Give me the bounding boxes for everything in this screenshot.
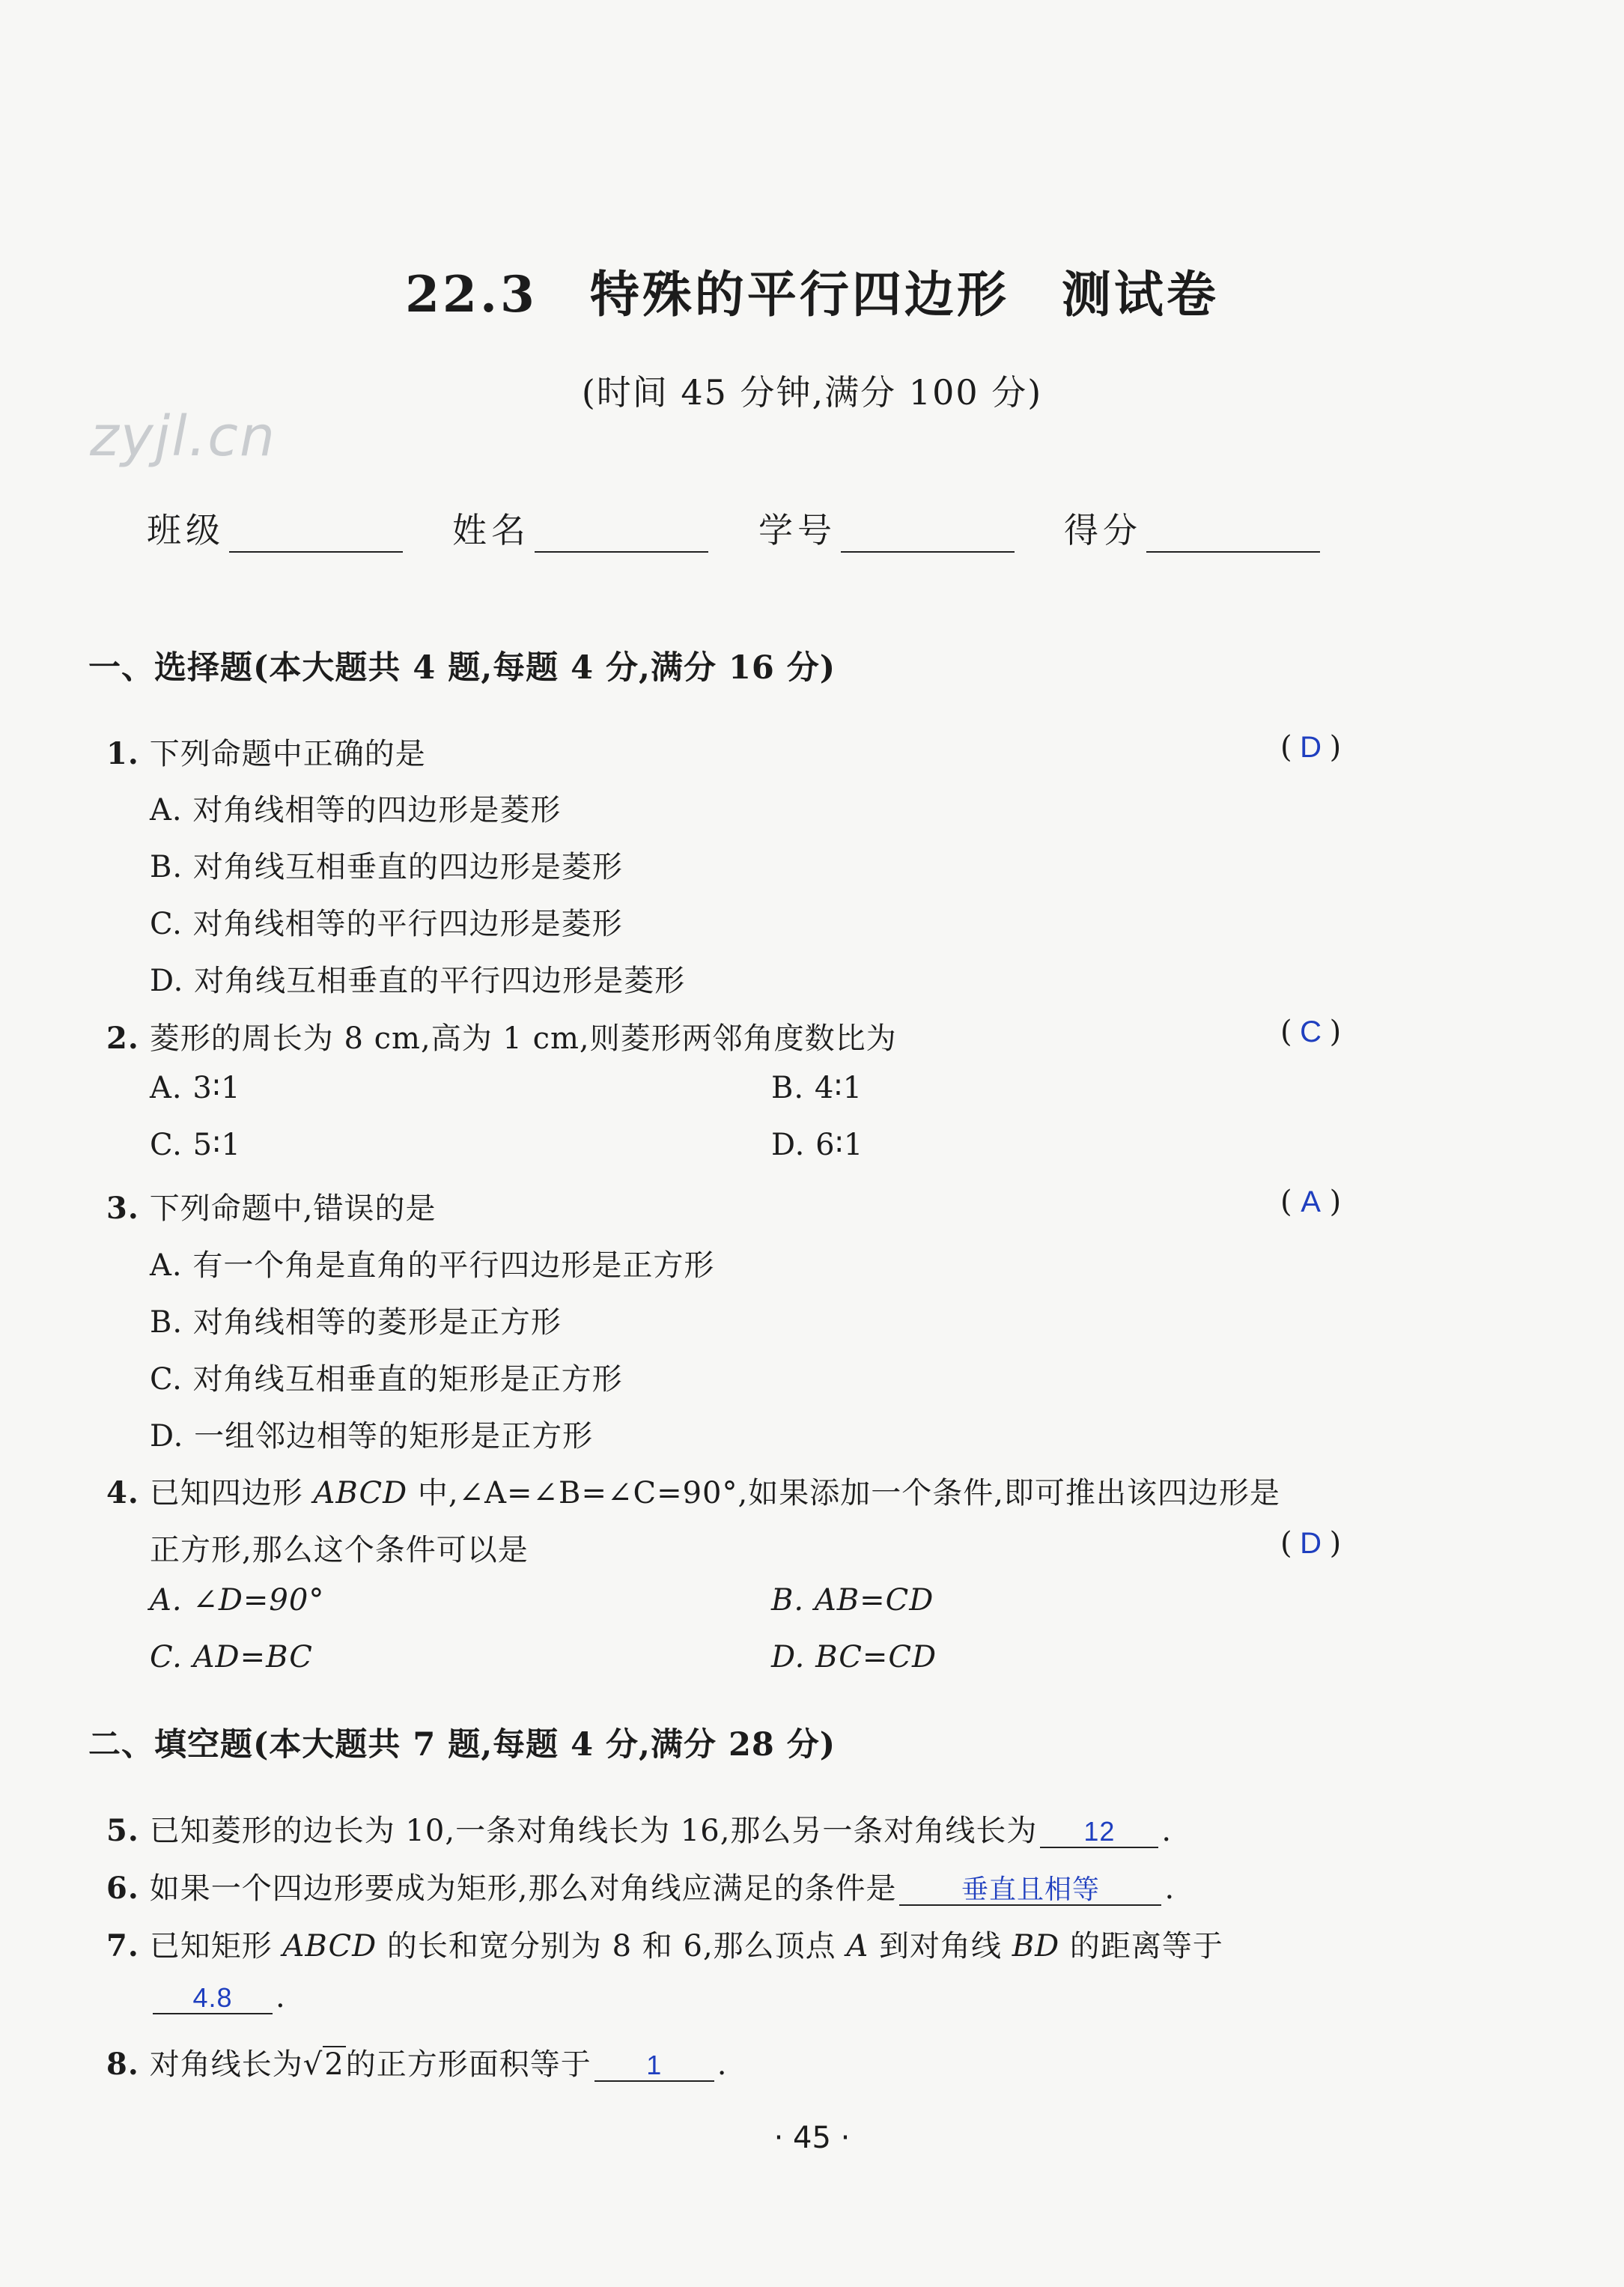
q3-option-a: A. 有一个角是直角的平行四边形是正方形 (150, 1248, 715, 1283)
question-1: 1. 下列命题中正确的是 (106, 736, 426, 771)
question-4: 4. 已知四边形 ABCD 中,∠A=∠B=∠C=90°,如果添加一个条件,即可推出该四边形是 (106, 1475, 1280, 1510)
q3-option-d: D. 一组邻边相等的矩形是正方形 (150, 1419, 594, 1454)
q4-option-a: A. ∠D=90° (150, 1583, 325, 1618)
answer-2: ( C ) (1280, 1015, 1342, 1049)
q2-option-a: A. 3∶1 (150, 1071, 241, 1105)
page-title: 22.3 特殊的平行四边形 测试卷 (405, 265, 1219, 324)
question-5: 5. 已知菱形的边长为 10,一条对角线长为 16,那么另一条对角线长为 12 . (106, 1813, 1173, 1848)
q2-option-d: D. 6∶1 (771, 1128, 864, 1162)
question-8: 8. 对角线长为√2的正方形面积等于 1 . (106, 2047, 728, 2082)
answer-3: ( A ) (1280, 1185, 1342, 1219)
q8-blank[interactable]: 1 (594, 2050, 714, 2082)
answer-4: ( D ) (1280, 1526, 1342, 1561)
question-7-cont: 4.8 . (150, 1980, 286, 2014)
question-3: 3. 下列命题中,错误的是 (106, 1191, 437, 1226)
page-number: · 45 · (773, 2121, 851, 2155)
q1-option-a: A. 对角线相等的四边形是菱形 (150, 793, 562, 827)
q4-option-b: B. AB=CD (771, 1583, 934, 1618)
q2-option-c: C. 5∶1 (150, 1128, 241, 1162)
q4-option-c: C. AD=BC (150, 1640, 313, 1674)
name-field: 姓名 (452, 503, 708, 553)
section-choice-title: 一、选择题(本大题共 4 题,每题 4 分,满分 16 分) (88, 649, 836, 687)
class-field: 班级 (147, 503, 403, 553)
q1-option-d: D. 对角线互相垂直的平行四边形是菱形 (150, 964, 686, 998)
q4-option-d: D. BC=CD (771, 1640, 937, 1674)
q1-option-c: C. 对角线相等的平行四边形是菱形 (150, 907, 623, 941)
question-6: 6. 如果一个四边形要成为矩形,那么对角线应满足的条件是 垂直且相等 . (106, 1871, 1176, 1906)
score-field: 得分 (1064, 503, 1320, 553)
q6-blank[interactable]: 垂直且相等 (899, 1874, 1161, 1906)
section-fill-title: 二、填空题(本大题共 7 题,每题 4 分,满分 28 分) (88, 1726, 836, 1764)
question-4-cont: 正方形,那么这个条件可以是 (150, 1533, 529, 1567)
score-line (1146, 514, 1320, 553)
q3-option-c: C. 对角线互相垂直的矩形是正方形 (150, 1362, 623, 1397)
q1-option-b: B. 对角线互相垂直的四边形是菱形 (150, 850, 623, 884)
watermark: zyjl.cn (90, 404, 276, 469)
student-id-field: 学号 (758, 503, 1015, 553)
q2-option-b: B. 4∶1 (771, 1071, 863, 1105)
sqrt-symbol: √2 (302, 2047, 344, 2082)
page-subtitle: (时间 45 分钟,满分 100 分) (581, 372, 1043, 413)
student-id-line (841, 514, 1015, 553)
question-2: 2. 菱形的周长为 8 cm,高为 1 cm,则菱形两邻角度数比为 (106, 1021, 897, 1056)
question-7: 7. 已知矩形 ABCD 的长和宽分别为 8 和 6,那么顶点 A 到对角线 BD 的距离等于 (106, 1928, 1223, 1963)
answer-1: ( D ) (1280, 730, 1342, 765)
class-line (229, 514, 403, 553)
name-line (535, 514, 708, 553)
q7-blank[interactable]: 4.8 (153, 1983, 273, 2014)
q3-option-b: B. 对角线相等的菱形是正方形 (150, 1305, 562, 1340)
q5-blank[interactable]: 12 (1040, 1817, 1158, 1848)
